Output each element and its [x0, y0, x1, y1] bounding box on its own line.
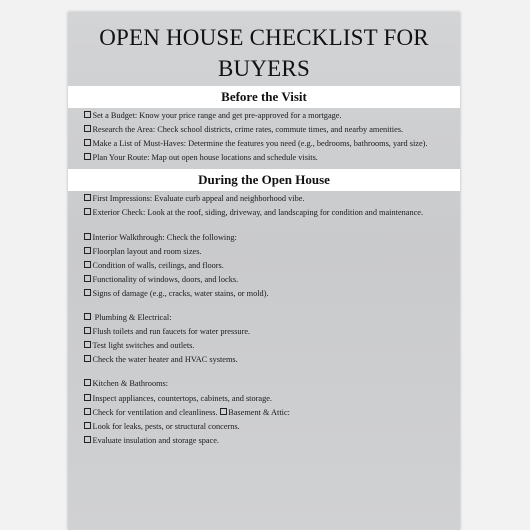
list-item: Set a Budget: Know your price range and get pre-approved for a mortgage.: [84, 111, 452, 122]
list-item: Floorplan layout and room sizes.: [84, 247, 452, 258]
checkbox-icon[interactable]: [84, 139, 91, 146]
section-heading-during-open-house: During the Open House: [68, 169, 460, 191]
checkbox-icon[interactable]: [84, 313, 91, 320]
checkbox-icon[interactable]: [84, 422, 91, 429]
checkbox-icon[interactable]: [84, 408, 91, 415]
checkbox-icon[interactable]: [84, 153, 91, 160]
title-line-1: OPEN HOUSE CHECKLIST FOR: [99, 25, 429, 50]
list-item: Look for leaks, pests, or structural concerns.: [84, 422, 452, 433]
list-item: Make a List of Must-Haves: Determine the features you need (e.g., bedrooms, bathrooms, yard size).: [84, 139, 452, 150]
list-item: Signs of damage (e.g., cracks, water stains, or mold).: [84, 289, 452, 300]
list-item: Check the water heater and HVAC systems.: [84, 355, 452, 366]
checkbox-icon[interactable]: [84, 111, 91, 118]
checkbox-icon[interactable]: [84, 261, 91, 268]
checkbox-icon[interactable]: [84, 275, 91, 282]
list-item: Interior Walkthrough: Check the following:: [84, 233, 452, 244]
list-item: Kitchen & Bathrooms:: [84, 379, 452, 390]
title-line-2: BUYERS: [218, 56, 310, 81]
checkbox-icon[interactable]: [84, 233, 91, 240]
list-item: Condition of walls, ceilings, and floors.: [84, 261, 452, 272]
checkbox-icon[interactable]: [84, 247, 91, 254]
list-item: Plan Your Route: Map out open house locations and schedule visits.: [84, 153, 452, 164]
checkbox-icon[interactable]: [84, 379, 91, 386]
checkbox-icon[interactable]: [84, 289, 91, 296]
checkbox-icon[interactable]: [84, 208, 91, 215]
checkbox-icon[interactable]: [84, 394, 91, 401]
list-item: Check for ventilation and cleanliness. Basement & Attic:: [84, 408, 452, 419]
checkbox-icon[interactable]: [220, 408, 227, 415]
checkbox-icon[interactable]: [84, 327, 91, 334]
list-item: Flush toilets and run faucets for water pressure.: [84, 327, 452, 338]
list-item: Functionality of windows, doors, and locks.: [84, 275, 452, 286]
list-item: Inspect appliances, countertops, cabinets, and storage.: [84, 394, 452, 405]
checkbox-icon[interactable]: [84, 341, 91, 348]
list-item: First Impressions: Evaluate curb appeal and neighborhood vibe.: [84, 194, 452, 205]
page-title: [68, 22, 460, 84]
checkbox-icon[interactable]: [84, 355, 91, 362]
checkbox-icon[interactable]: [84, 436, 91, 443]
list-item: Evaluate insulation and storage space.: [84, 436, 452, 447]
list-item: Research the Area: Check school districts, crime rates, commute times, and nearby amenities.: [84, 125, 452, 136]
before-visit-list: [68, 108, 460, 169]
section-heading-before-visit: Before the Visit: [68, 86, 460, 108]
checklist-sheet: [68, 12, 460, 530]
list-item: Exterior Check: Look at the roof, siding, driveway, and landscaping for condition and maintenance.: [84, 208, 452, 219]
list-item: Test light switches and outlets.: [84, 341, 452, 352]
checkbox-icon[interactable]: [84, 194, 91, 201]
checkbox-icon[interactable]: [84, 125, 91, 132]
during-open-house-list: [68, 191, 460, 452]
list-item: Plumbing & Electrical:: [84, 313, 452, 324]
